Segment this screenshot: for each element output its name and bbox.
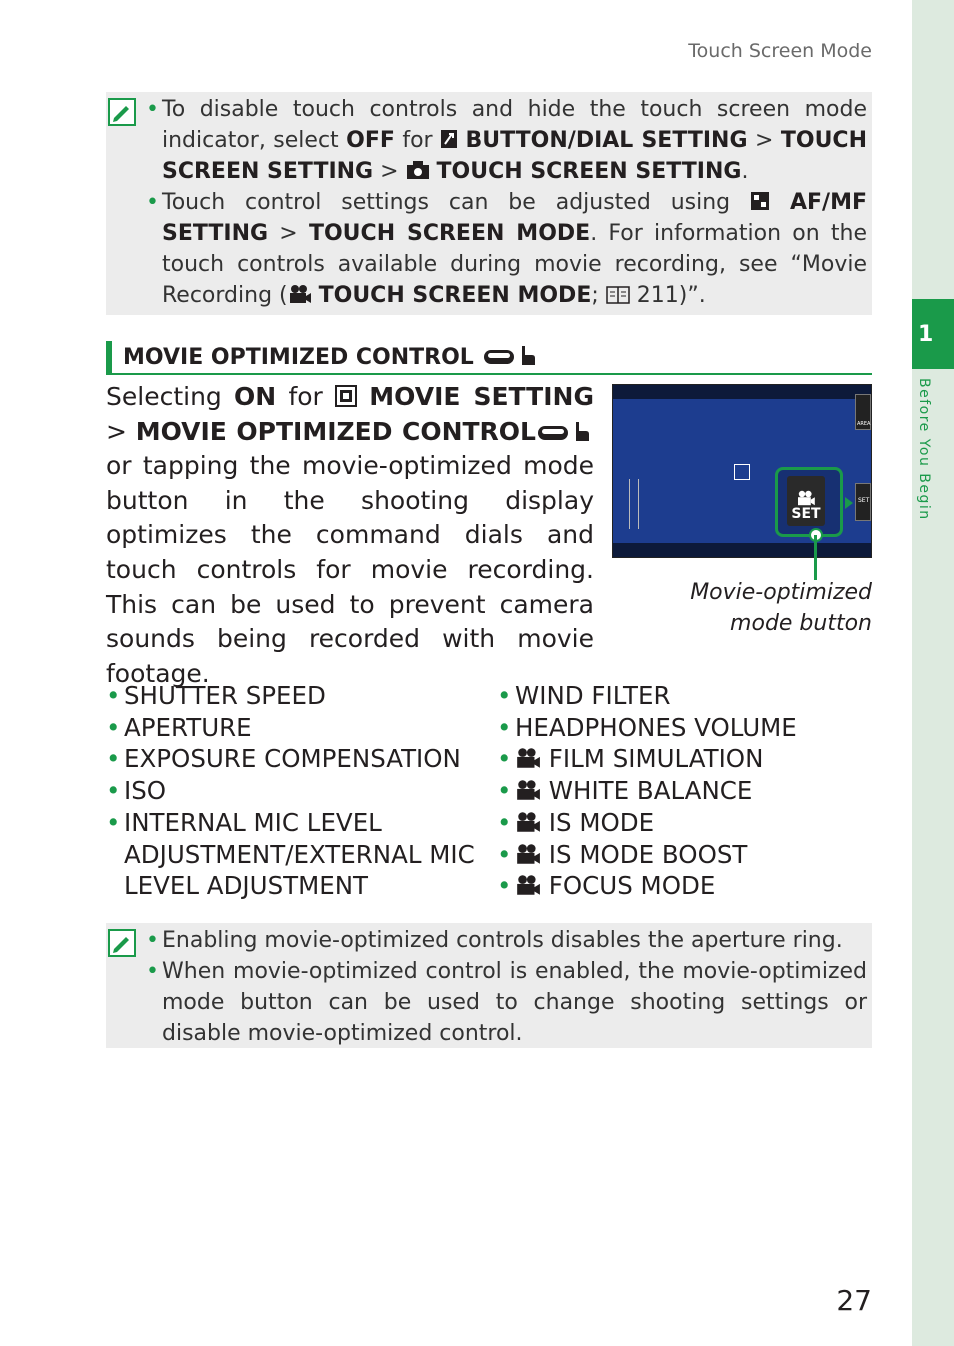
list-item: • APERTURE — [106, 712, 486, 744]
set-side-button-label: SET — [858, 497, 870, 504]
focus-frame — [734, 464, 750, 480]
movie-camera-icon — [288, 284, 312, 304]
area-button-label: AREA — [857, 421, 871, 427]
movie-camera-icon — [515, 874, 541, 896]
movie-camera-icon — [796, 490, 816, 506]
chapter-tab[interactable] — [912, 299, 954, 369]
list-item: • HEADPHONES VOLUME — [497, 712, 877, 744]
note-box-1 — [106, 92, 872, 315]
set-label: SET — [791, 506, 821, 522]
list-item: • WHITE BALANCE — [497, 775, 877, 807]
exposure-scale — [629, 479, 639, 529]
list-item: • IS MODE — [497, 807, 877, 839]
settings-list-right — [497, 680, 877, 902]
screen-top-bar — [613, 385, 871, 399]
area-button[interactable] — [855, 394, 871, 430]
book-reference-icon — [606, 286, 630, 304]
movie-camera-icon — [515, 811, 541, 833]
movie-optimized-icon — [482, 344, 540, 366]
movie-optimized-mode-button-highlight — [775, 467, 843, 537]
note-box-2 — [106, 923, 872, 1048]
movie-camera-icon — [515, 843, 541, 865]
movie-optimized-icon — [536, 420, 594, 442]
callout-arrow — [845, 497, 853, 509]
note-pencil-icon — [108, 98, 136, 126]
callout-line — [814, 535, 817, 580]
button-dial-setting-icon — [440, 129, 458, 149]
note-pencil-icon — [108, 929, 136, 957]
set-side-button[interactable] — [855, 483, 871, 521]
list-item: • EXPOSURE COMPENSATION — [106, 743, 486, 775]
note1-item-2: • Touch control settings can be adjusted using AF/MF SETTING > TOUCH SCREEN MODE. For information on the touch controls available during movie recording, see “Movie Recording ( TOUCH SCREEN MODE; 211)”. — [146, 187, 867, 311]
chapter-title: Before You Begin — [916, 378, 932, 521]
note2-item-1: • Enabling movie-optimized controls disables the aperture ring. — [146, 925, 867, 956]
page-number: 27 — [836, 1284, 872, 1317]
list-item: • IS MODE BOOST — [497, 839, 877, 871]
movie-camera-icon — [515, 747, 541, 769]
figure-caption — [632, 577, 872, 639]
movie-setting-icon — [335, 385, 357, 407]
section-heading: MOVIE OPTIMIZED CONTROL — [106, 341, 872, 375]
list-item: • FOCUS MODE — [497, 870, 877, 902]
screen-bottom-bar — [613, 543, 871, 557]
movie-camera-icon — [515, 779, 541, 801]
sidebar — [912, 0, 954, 1346]
camera-icon — [406, 160, 430, 180]
caption-line-2: mode button — [730, 611, 872, 636]
list-item: • INTERNAL MIC LEVEL ADJUSTMENT/EXTERNAL MIC LEVEL ADJUSTMENT — [106, 807, 486, 902]
af-mf-setting-icon — [750, 191, 770, 211]
list-item: • WIND FILTER — [497, 680, 877, 712]
list-item: • ISO — [106, 775, 486, 807]
list-item: • SHUTTER SPEED — [106, 680, 486, 712]
list-item: • FILM SIMULATION — [497, 743, 877, 775]
note1-item-1: • To disable touch controls and hide the touch screen mode indicator, select OFF for BUTTON/DIAL SETTING > TOUCH SCREEN SETTING > TOUCH SCREEN SETTING. — [146, 94, 867, 187]
caption-line-1: Movie-optimized — [690, 580, 872, 605]
body-paragraph: Selecting ON for MOVIE SETTING > MOVIE OPTIMIZED CONTROL or tapping the movie-optimized mode button in the shooting display optimizes the command dials and touch controls for movie recording. This can be used to prevent camera sounds being recorded with movie footage. — [106, 382, 594, 688]
chapter-number: 1 — [918, 321, 934, 347]
settings-list-left — [106, 680, 486, 902]
page-header-title: Touch Screen Mode — [688, 40, 872, 62]
note2-item-2: • When movie-optimized control is enabled, the movie-optimized mode button can be used to change shooting settings or disable movie-optimized control. — [146, 956, 867, 1049]
movie-optimized-mode-button[interactable] — [787, 476, 825, 526]
